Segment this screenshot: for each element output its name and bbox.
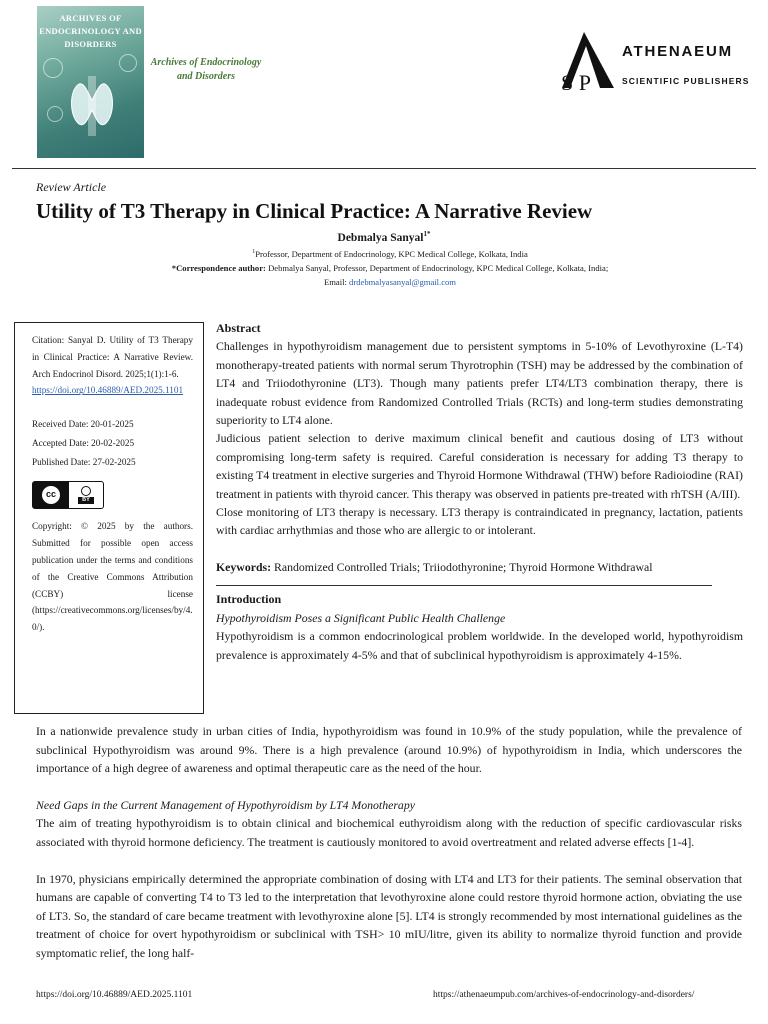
affiliation-line [0, 249, 768, 259]
logo-letters: S P [561, 70, 591, 92]
correspondence-text: Debmalya Sanyal, Professor, Department of Endocrinology, KPC Medical College, Kolkata, India; [265, 263, 609, 273]
keywords-line [216, 558, 743, 576]
footer-doi[interactable]: https://doi.org/10.46889/AED.2025.1101 [36, 990, 193, 1000]
doi-link[interactable]: https://doi.org/10.46889/AED.2025.1101 [32, 385, 184, 396]
section-divider [216, 585, 712, 586]
cover-title: ARCHIVES OF ENDOCRINOLOGY AND DISORDERS [39, 13, 142, 49]
abstract-heading: Abstract [216, 321, 261, 335]
article-title: Utility of T3 Therapy in Clinical Practice: A Narrative Review [36, 199, 593, 223]
published-date: Published Date: 27-02-2025 [32, 456, 136, 467]
correspondence-label: *Correspondence author: [171, 263, 266, 273]
abstract-paragraph: Close monitoring of LT3 therapy is necessary. LT3 therapy is contraindicated in pregnancy, lactation, patients with cardiac arrhythmias and those who are allergic to or intolerant. [216, 505, 743, 538]
affiliation-superscript: 1 [252, 249, 256, 256]
author-name: Debmalya Sanyal [337, 231, 424, 244]
body-paragraph: In a nationwide prevalence study in urban cities of India, hypothyroidism was found in 10.9% of the study population, while the prevalence of subclinical Hypothyroidism was around 9%. There is a high prevalence (around 10.9%) of hypothyroidism in India, which underscores the importance of a high degree of awareness and optimal therapeutic care as the need of the hour. [36, 724, 742, 776]
article-type: Review Article [36, 180, 107, 194]
body-paragraph: In 1970, physicians empirically determined the appropriate combination of dosing with LT4 and LT3 for their patients. The seminal observation that humans are capable of converting T4 to T3 led to the interpretation that levothyroxine alone could restore thyroid hormone action, obviating the use of LT3. So, the standard of care became treatment with levothyroxine alone [5]. LT4 is strongly recommended by most international guidelines as the treatment of choice for overt hypothyroidism or subclinical with TSH> 10 mIU/litre, given its ability to normalize thyroid function and provide symptomatic relief, the long half- [36, 871, 742, 960]
body-paragraph: The aim of treating hypothyroidism is to obtain clinical and biochemical euthyroidism along with the reduction of specific cardiovascular risks associated with thyroid hormone deficiency. The treatment is cautiously monitored to avoid overtreatment and related adverse effects [1-4]. [36, 816, 742, 849]
publisher-subtitle: SCIENTIFIC PUBLISHERS [622, 76, 750, 86]
keywords-text: Randomized Controlled Trials; Triiodothyronine; Thyroid Hormone Withdrawal [271, 559, 653, 574]
introduction-heading: Introduction [216, 592, 282, 607]
hexagon-decoration-icon [119, 54, 137, 72]
body-subheading: Need Gaps in the Current Management of Hypothyroidism by LT4 Monotherapy [36, 797, 415, 812]
cc-label: cc [42, 486, 60, 504]
received-date: Received Date: 20-01-2025 [32, 419, 134, 430]
email-link[interactable]: drdebmalyasanyal@gmail.com [349, 277, 456, 287]
copyright-text: Copyright: © 2025 by the authors. Submitted for possible open access publication under the terms and conditions of the Creative Commons Attribution (CCBY) license (https://creativecommons.org/licenses/by/4.0/). [32, 521, 193, 633]
header-divider [12, 168, 756, 169]
by-label: BY [78, 497, 94, 504]
thyroid-gland-icon [67, 76, 117, 136]
citation-text: Citation: Sanyal D. Utility of T3 Therapy in Clinical Practice: A Narrative Review. Arch Endocrinol Disord. 2025;1(1):1-6. [32, 335, 193, 379]
author-line [0, 230, 768, 244]
person-icon [81, 486, 91, 496]
journal-script-name: Archives of Endocrinology and Disorders [150, 57, 262, 82]
correspondence-line [0, 263, 768, 273]
author-superscript: 1* [423, 230, 431, 238]
abstract-paragraph: Challenges in hypothyroidism management due to persistent symptoms in 5-10% of Levothyroxine (L-T4) monotherapy-treated patients with normal serum Thyrotrophin (TSH) may be addressed by the combination of LT4 and Triiodothyronine (LT3). Though many patients prefer LT4/LT3 combination therapy, there is inadequate robust evidence from Randomized Controlled Trials (RCTs) and long-term studies demonstrating superiority to LT4 alone. [216, 339, 743, 428]
keywords-label: Keywords: [216, 559, 272, 574]
introduction-paragraph: Hypothyroidism is a common endocrinological problem worldwide. In the developed world, hypothyroidism prevalence is approximately 4-5% and that of subclinical hypothyroidism is approximately 4-15%. [216, 629, 743, 662]
publisher-name: ATHENAEUM [622, 43, 733, 60]
cc-by-license-icon[interactable] [32, 481, 104, 509]
abstract-paragraph: Judicious patient selection to derive maximum clinical benefit and cautious dosing of LT3 without compromising long-term safety is required. Careful consideration is necessary for adding T3 therapy to existing T4 treatment in elective surgeries and Thyroid Hormone Withdrawal (THW) before Radioiodine (RAI) treatment in patients with thyroid cancer. This therapy was observed in patients pre-treated with rhTSH (A/III). [216, 431, 743, 501]
citation-sidebar [14, 322, 204, 714]
athenaeum-logo-icon [556, 30, 620, 92]
body-text [36, 722, 742, 963]
affiliation-text: Professor, Department of Endocrinology, KPC Medical College, Kolkata, India [255, 249, 528, 259]
hexagon-decoration-icon [43, 58, 63, 78]
introduction-subheading: Hypothyroidism Poses a Significant Public Health Challenge [216, 610, 506, 625]
accepted-date: Accepted Date: 20-02-2025 [32, 437, 135, 448]
email-label: Email: [323, 277, 350, 287]
abstract-column [216, 319, 743, 664]
email-line [0, 277, 768, 287]
footer-url[interactable]: https://athenaeumpub.com/archives-of-endocrinology-and-disorders/ [433, 990, 695, 1000]
journal-cover-image [37, 6, 144, 158]
hexagon-decoration-icon [47, 106, 63, 122]
